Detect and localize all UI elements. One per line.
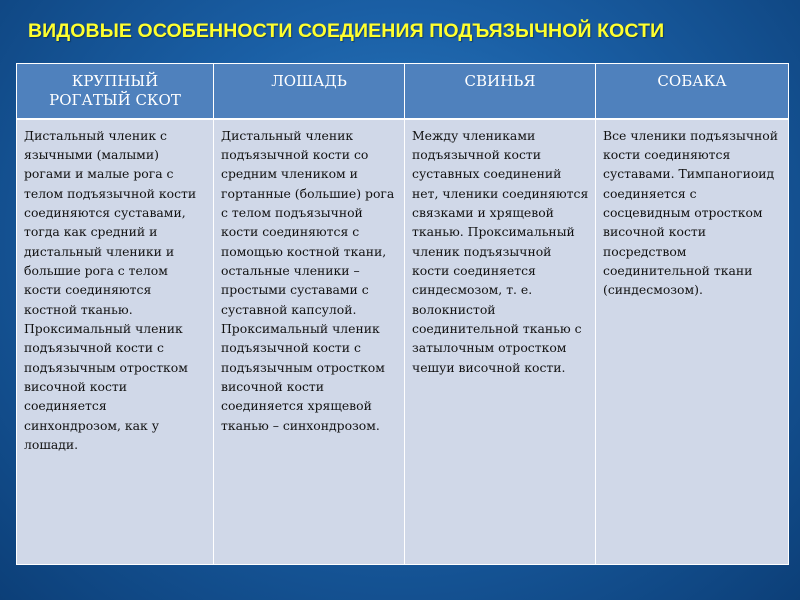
cell-pig: Между члениками подъязычной кости суставных соединений нет, членики соединяются связками и хрящевой тканью. Проксимальный членик подъязычной кости соединяется синдесмозом, т. е. волокнистой соединительной тканью с затылочным отростком чешуи височной кости.: [405, 119, 596, 565]
header-cattle: [17, 64, 214, 119]
cell-cattle: Дистальный членик с язычными (малыми) рогами и малые рога с телом подъязычной кости соединяются суставами, тогда как средний и дистальный членики и большие рога с телом кости соединяются костной тканью. Проксимальный членик подъязычной кости с подъязычным отростком височной кости соединяется синхондрозом, как у лошади.: [17, 119, 214, 565]
comparison-table: [16, 63, 789, 565]
cell-horse: Дистальный членик подъязычной кости со средним члеником и гортанные (большие) рога с телом подъязычной кости соединяются с помощью костной ткани, остальные членики – простыми суставами с суставной капсулой. Проксимальный членик подъязычной кости с подъязычным отростком височной кости соединяется хрящевой тканью – синхондрозом.: [214, 119, 405, 565]
header-dog: [596, 64, 789, 119]
header-cattle-line2: РОГАТЫЙ СКОТ: [49, 91, 181, 109]
table-row: [17, 119, 789, 565]
header-pig: [405, 64, 596, 119]
cell-dog: Все членики подъязычной кости соединяются суставами. Тимпаногиоид соединяется с сосцевидным отростком височной кости посредством соединительной ткани (синдесмозом).: [596, 119, 789, 565]
header-pig-label: СВИНЬЯ: [464, 72, 536, 90]
slide-title: ВИДОВЫЕ ОСОБЕННОСТИ СОЕДИЕНИЯ ПОДЪЯЗЫЧНОЙ КОСТИ: [28, 20, 665, 42]
header-horse-label: ЛОШАДЬ: [271, 72, 347, 90]
header-dog-label: СОБАКА: [657, 72, 727, 90]
header-horse: [214, 64, 405, 119]
header-cattle-line1: КРУПНЫЙ: [71, 72, 159, 90]
table-header-row: [17, 64, 789, 119]
